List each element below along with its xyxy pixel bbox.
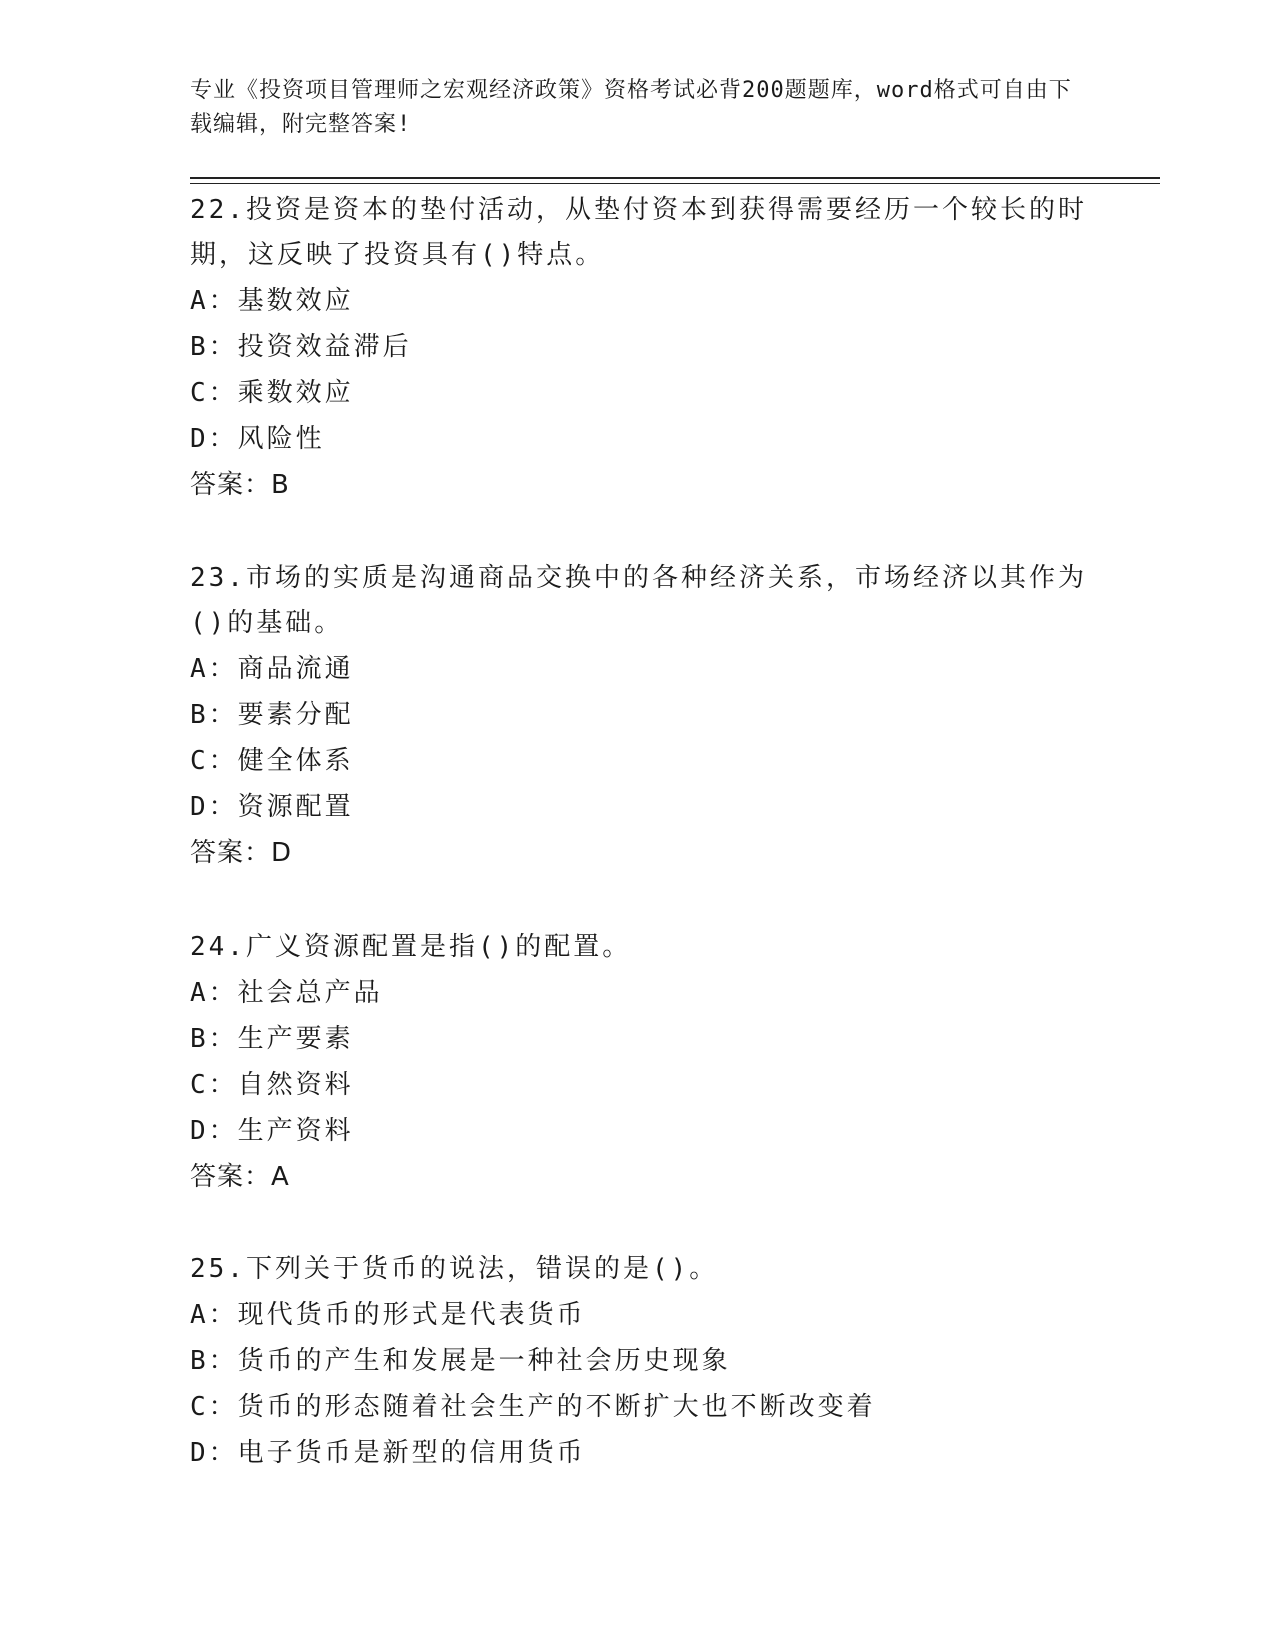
answer: 答案：B [190,470,290,500]
question-24 [190,925,1090,1200]
option-a: A：现代货币的形式是代表货币 [190,1300,586,1330]
question-stem: 24.广义资源配置是指()的配置。 [190,932,632,962]
question-stem: 25.下列关于货币的说法，错误的是()。 [190,1254,719,1284]
option-b: B：要素分配 [190,700,354,730]
option-d: D：资源配置 [190,792,354,822]
option-d: D：电子货币是新型的信用货币 [190,1438,586,1468]
header-divider-thin [190,183,1160,184]
option-a: A：商品流通 [190,654,354,684]
question-25 [190,1247,1090,1476]
answer: 答案：A [190,1162,290,1192]
option-c: C：自然资料 [190,1070,354,1100]
option-a: A：基数效应 [190,286,354,316]
option-a: A：社会总产品 [190,978,383,1008]
option-b: B：货币的产生和发展是一种社会历史现象 [190,1346,731,1376]
option-d: D：生产资料 [190,1116,354,1146]
header-divider-thick [190,177,1160,179]
option-c: C：乘数效应 [190,378,354,408]
option-b: B：投资效益滞后 [190,332,412,362]
option-c: C：健全体系 [190,746,354,776]
option-c: C：货币的形态随着社会生产的不断扩大也不断改变着 [190,1392,876,1422]
answer: 答案：D [190,838,293,868]
option-d: D：风险性 [190,424,325,454]
option-b: B：生产要素 [190,1024,354,1054]
question-stem: 22.投资是资本的垫付活动，从垫付资本到获得需要经历一个较长的时期，这反映了投资具有()特点。 [190,195,1087,270]
question-stem: 23.市场的实质是沟通商品交换中的各种经济关系，市场经济以其作为()的基础。 [190,563,1087,638]
question-22 [190,188,1090,508]
document-header: 专业《投资项目管理师之宏观经济政策》资格考试必背200题题库，word格式可自由下载编辑，附完整答案! [190,78,1072,137]
question-23 [190,556,1090,876]
